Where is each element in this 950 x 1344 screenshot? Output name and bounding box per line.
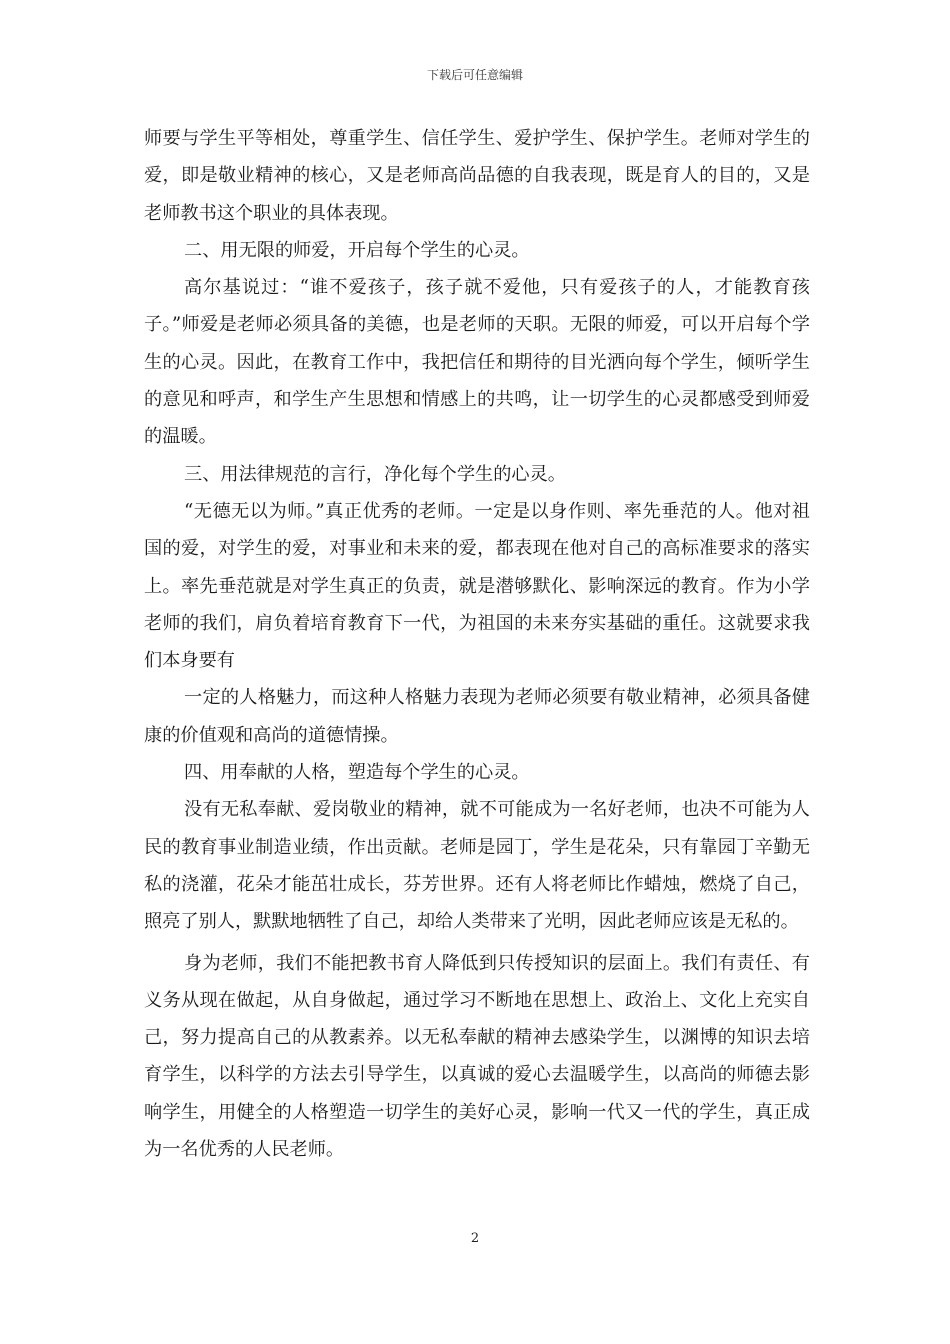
section-heading-2: 二、用无限的师爱，开启每个学生的心灵。 (184, 239, 530, 261)
paragraph-conclusion: 身为老师，我们不能把教书育人降低到只传授知识的层面上。我们有责任、有义务从现在做起，从自身做起，通过学习不断地在思想上、政治上、文化上充实自己，努力提高自己的从教素养。以无私奉献的精神去感染学生，以渊博的知识去培育学生，以科学的方法去引导学生，以真诚的爱心去温暖学生，以高尚的师德去影响学生，用健全的人格塑造一切学生的美好心灵，影响一代又一代的学生，真正成为一名优秀的人民老师。 (144, 952, 810, 1161)
document-body (144, 120, 810, 1168)
paragraph-personal-charm: 一定的人格魅力，而这种人格魅力表现为老师必须要有敬业精神，必须具备健康的价值观和高尚的道德情操。 (144, 687, 810, 746)
paragraph-continuation: 师要与学生平等相处，尊重学生、信任学生、爱护学生、保护学生。老师对学生的爱，即是敬业精神的核心，又是老师高尚品德的自我表现，既是育人的目的，又是老师教书这个职业的具体表现。 (144, 128, 810, 224)
page-number: 2 (470, 1231, 480, 1246)
paragraph-role-model: “无德无以为师。”真正优秀的老师。一定是以身作则、率先垂范的人。他对祖国的爱，对学生的爱，对事业和未来的爱，都表现在他对自己的高标准要求的落实上。率先垂范就是对学生真正的负责，就是潜够默化、影响深远的教育。作为小学老师的我们，肩负着培育教育下一代，为祖国的未来夯实基础的重任。这就要求我们本身要有 (144, 500, 810, 672)
section-heading-4: 四、用奉献的人格，塑造每个学生的心灵。 (184, 762, 530, 784)
paragraph-gorky-quote: 高尔基说过：“谁不爱孩子，孩子就不爱他，只有爱孩子的人，才能教育孩子。”师爱是老师必须具备的美德，也是老师的天职。无限的师爱，可以开启每个学生的心灵。因此，在教育工作中，我把信任和期待的目光洒向每个学生，倾听学生的意见和呼声，和学生产生思想和情感上的共鸣，让一切学生的心灵都感受到师爱的温暖。 (144, 277, 810, 448)
section-heading-3: 三、用法律规范的言行，净化每个学生的心灵。 (184, 463, 566, 485)
page-header: 下载后可任意编辑 (426, 68, 523, 82)
paragraph-dedication: 没有无私奉献、爱岗敬业的精神，就不可能成为一名好老师，也决不可能为人民的教育事业制造业绩，作出贡献。老师是园丁，学生是花朵，只有靠园丁辛勤无私的浇灌，花朵才能茁壮成长，芬芳世界。还有人将老师比作蜡烛，燃烧了自己，照亮了别人，默默地牺牲了自己，却给人类带来了光明，因此老师应该是无私的。 (144, 799, 810, 933)
